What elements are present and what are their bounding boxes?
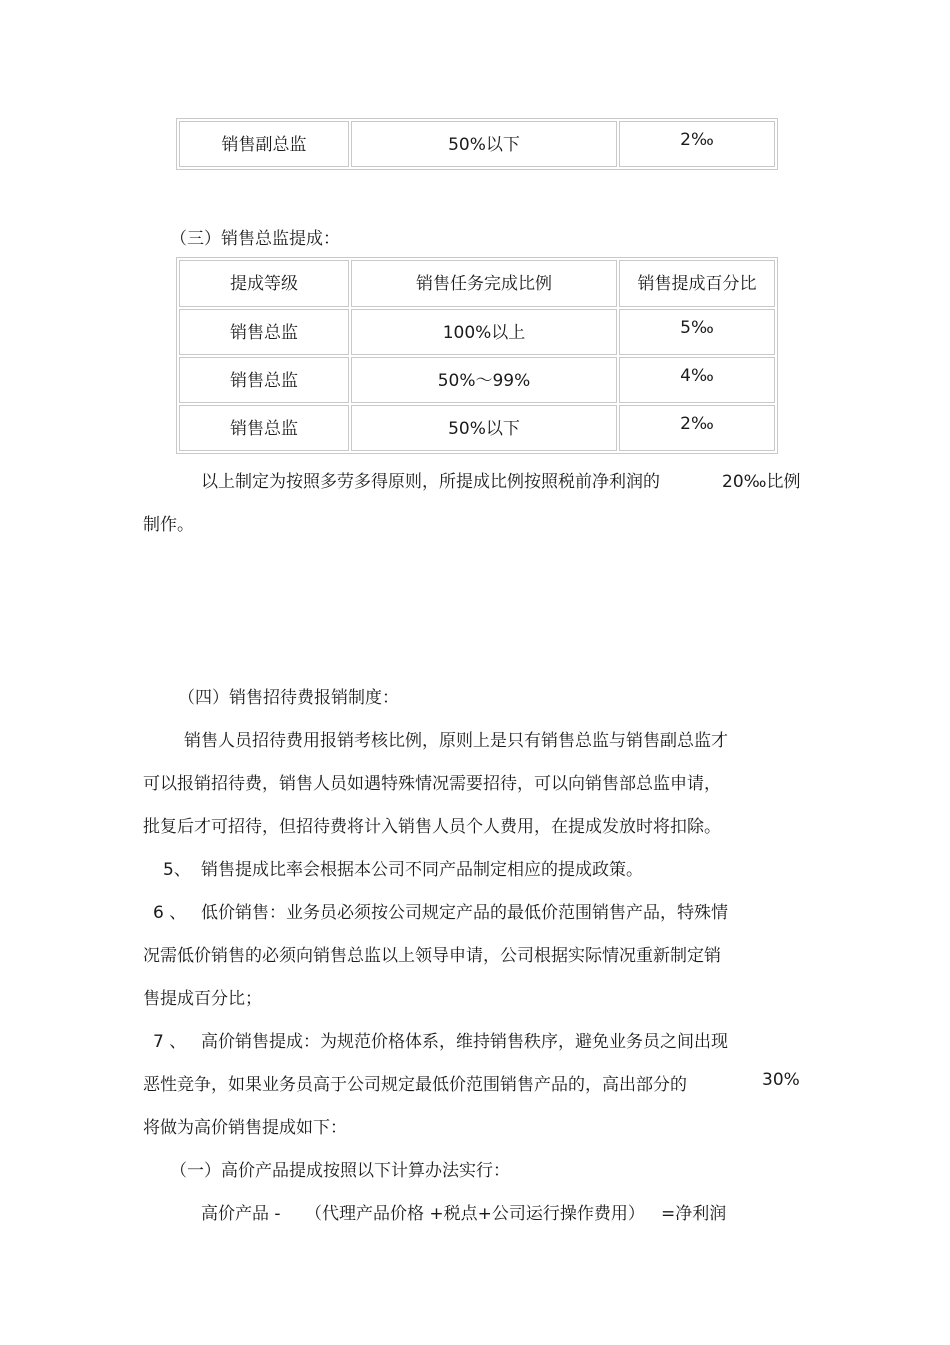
table-vice-director: [176, 118, 778, 170]
item-number: 6 、: [153, 903, 187, 923]
item-text: 销售提成比率会根据本公司不同产品制定相应的提成政策。: [201, 860, 643, 880]
table-cell: 50%以下: [351, 405, 617, 451]
table-cell: 2‰: [619, 405, 775, 451]
item-text: 售提成百分比；: [143, 989, 262, 1009]
table-cell: 2‰: [619, 121, 775, 167]
table-cell: 50%以下: [351, 121, 617, 167]
table-row: [179, 405, 775, 451]
formula-part: （代理产品价格 +税点+公司运行操作费用）: [305, 1204, 645, 1224]
column-header: 提成等级: [179, 260, 349, 307]
paragraph-line: 制作。: [143, 515, 194, 535]
paragraph-line: 可以报销招待费，销售人员如遇特殊情况需要招待，可以向销售部总监申请，: [143, 774, 721, 794]
sub-heading: （一）高价产品提成按照以下计算办法实行：: [170, 1161, 510, 1181]
table-director-commission: [176, 257, 778, 454]
table-cell: 销售副总监: [179, 121, 349, 167]
table-header-row: [179, 260, 775, 307]
column-header: 销售任务完成比例: [351, 260, 617, 307]
table-cell: 4‰: [619, 357, 775, 403]
table-cell: 销售总监: [179, 309, 349, 355]
item-text-tail: 30%: [762, 1070, 800, 1090]
item-text: 将做为高价销售提成如下：: [143, 1118, 347, 1138]
section-heading: （三）销售总监提成：: [170, 229, 340, 249]
table-row: [179, 121, 775, 167]
formula-part: 高价产品 -: [201, 1204, 281, 1224]
paragraph-line: 销售人员招待费用报销考核比例，原则上是只有销售总监与销售副总监才: [184, 731, 728, 751]
paragraph-line: 以上制定为按照多劳多得原则，所提成比例按照税前净利润的: [201, 472, 660, 492]
item-number: 7 、: [153, 1032, 187, 1052]
table-cell: 销售总监: [179, 405, 349, 451]
table-cell: 5‰: [619, 309, 775, 355]
table-row: [179, 309, 775, 355]
item-text: 高价销售提成：为规范价格体系，维持销售秩序，避免业务员之间出现: [201, 1032, 728, 1052]
table-cell: 销售总监: [179, 357, 349, 403]
column-header: 销售提成百分比: [619, 260, 775, 307]
paragraph-line-tail: 20‰比例: [722, 472, 801, 492]
formula-part: =净利润: [661, 1204, 727, 1224]
section-heading: （四）销售招待费报销制度：: [178, 688, 399, 708]
paragraph-line: 批复后才可招待，但招待费将计入销售人员个人费用，在提成发放时将扣除。: [143, 817, 721, 837]
item-text: 恶性竞争，如果业务员高于公司规定最低价范围销售产品的，高出部分的: [143, 1075, 687, 1095]
table-cell: 50%～99%: [351, 357, 617, 403]
item-number: 5、: [163, 860, 191, 880]
item-text: 低价销售：业务员必须按公司规定产品的最低价范围销售产品，特殊情: [201, 903, 728, 923]
table-row: [179, 357, 775, 403]
table-cell: 100%以上: [351, 309, 617, 355]
item-text: 况需低价销售的必须向销售总监以上领导申请，公司根据实际情况重新制定销: [143, 946, 721, 966]
